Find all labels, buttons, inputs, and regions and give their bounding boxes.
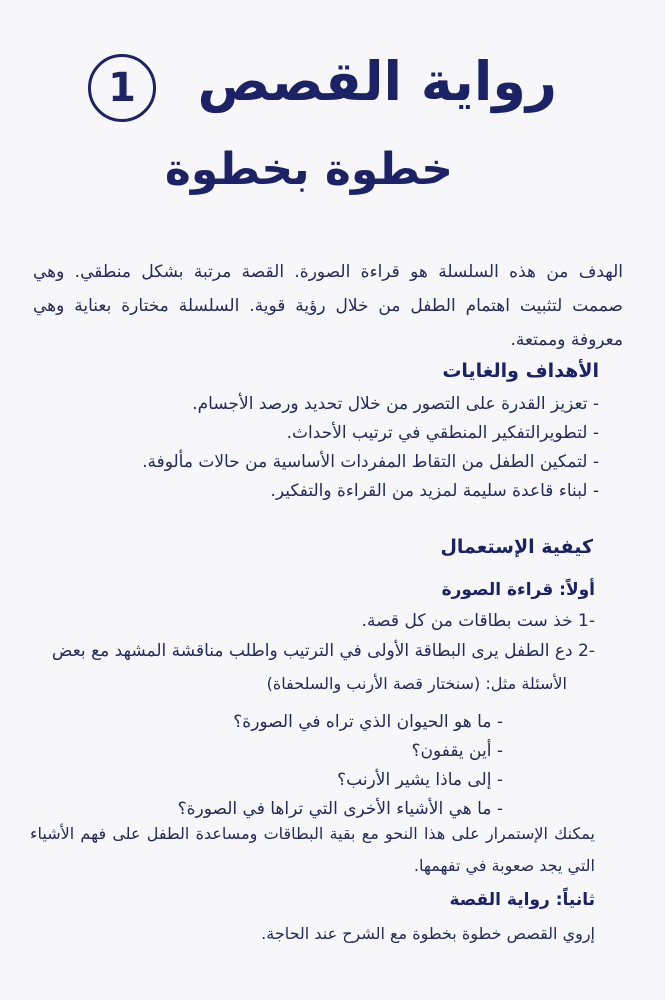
step-item: [35, 636, 595, 666]
step-text: خذ ست بطاقات من كل قصة.: [361, 611, 573, 631]
usage-heading: كيفية الإستعمال: [440, 536, 593, 558]
step-number: -2: [578, 641, 595, 661]
goal-item: - لتطويرالتفكير المنطقي في ترتيب الأحداث.: [286, 423, 599, 443]
question-item: - ما هو الحيوان الذي تراه في الصورة؟: [233, 712, 503, 732]
storytelling-heading: ثانياً: رواية القصة: [449, 890, 595, 910]
step-item: [35, 606, 595, 636]
step-number: -1: [578, 611, 595, 631]
goal-item: - لتمكين الطفل من التقاط المفردات الأساسية من حالات مألوفة.: [142, 452, 599, 472]
goal-item: - تعزيز القدرة على التصور من خلال تحديد ورصد الأجسام.: [192, 394, 599, 414]
goals-list: [39, 390, 599, 506]
page-subtitle: خطوة بخطوة: [164, 144, 453, 195]
intro-paragraph: الهدف من هذه السلسلة هو قراءة الصورة. القصة مرتبة بشكل منطقي. وهي صممت لتثبيت اهتمام الطفل من خلال رؤية قوية. السلسلة مختارة بعناية وهي معروفة وممتعة.: [33, 262, 623, 350]
steps-list: [35, 606, 595, 666]
step-text: دع الطفل يرى البطاقة الأولى في الترتيب واطلب مناقشة المشهد مع بعض: [51, 641, 573, 661]
reading-picture-heading: أولاً: قراءة الصورة: [441, 580, 595, 600]
goal-item: - لبناء قاعدة سليمة لمزيد من القراءة والتفكير.: [270, 481, 599, 501]
questions-list: [178, 708, 503, 824]
continuation-paragraph: يمكنك الإستمرار على هذا النحو مع بقية البطاقات ومساعدة الطفل على فهم الأشياء التي يجد صعوبة في تفهمها.: [30, 824, 595, 875]
question-item: - أين يقفون؟: [411, 741, 503, 761]
storytelling-text: إروي القصص خطوة بخطوة مع الشرح عند الحاجة.: [261, 924, 595, 943]
title-row: [0, 42, 665, 122]
page-title: رواية القصص: [197, 50, 557, 113]
example-note: الأسئلة مثل: (سنختار قصة الأرنب والسلحفاة): [266, 674, 567, 693]
volume-number-badge: 1: [88, 54, 156, 122]
goals-heading: الأهداف والغايات: [442, 360, 599, 382]
question-item: - إلى ماذا يشير الأرنب؟: [337, 770, 503, 790]
question-item: - ما هي الأشياء الأخرى التي تراها في الصورة؟: [177, 799, 503, 819]
